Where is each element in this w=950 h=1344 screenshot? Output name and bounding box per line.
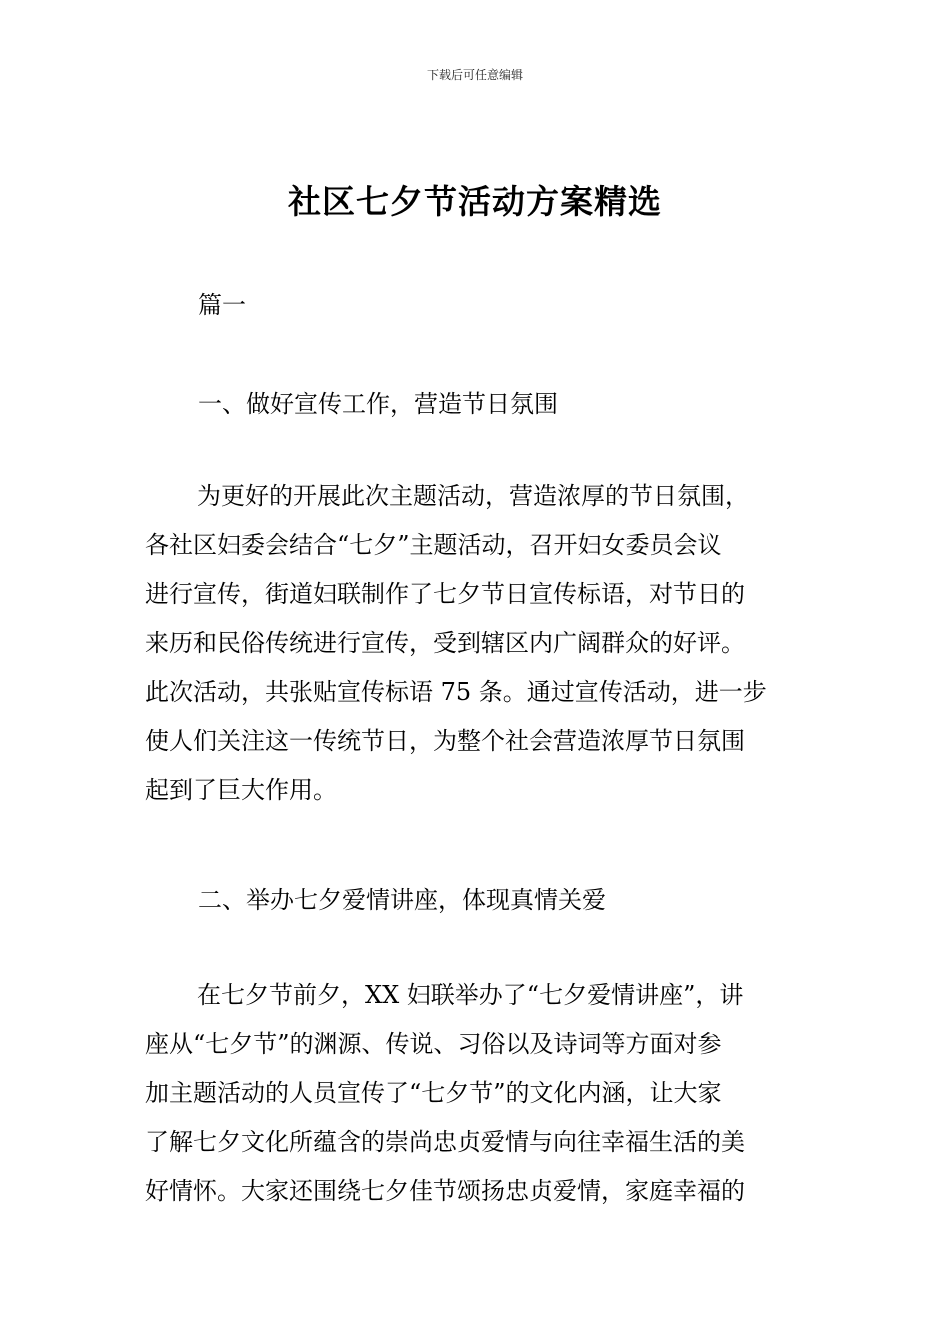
paragraph-line: 座从“七夕节”的渊源、传说、习俗以及诗词等方面对参 xyxy=(145,1030,722,1058)
paragraph-line: 使人们关注这一传统节日，为整个社会营造浓厚节日氛围 xyxy=(145,727,745,755)
paragraph-line: 进行宣传，街道妇联制作了七夕节日宣传标语，对节日的 xyxy=(145,580,745,608)
paragraph-line: 了解七夕文化所蕴含的崇尚忠贞爱情与向往幸福生活的美 xyxy=(145,1128,745,1156)
section-1-heading: 一、做好宣传工作，营造节日氛围 xyxy=(198,390,558,418)
section-1-paragraph xyxy=(145,472,810,815)
paragraph-line: 来历和民俗传统进行宣传，受到辖区内广阔群众的好评。 xyxy=(145,629,745,657)
section-2-paragraph xyxy=(145,971,810,1216)
part-label: 篇一 xyxy=(198,291,246,319)
paragraph-line: 在七夕节前夕，XX 妇联举办了“七夕爱情讲座”，讲 xyxy=(197,981,744,1009)
paragraph-line: 此次活动，共张贴宣传标语 75 条。通过宣传活动，进一步 xyxy=(145,678,767,706)
paragraph-line: 起到了巨大作用。 xyxy=(145,776,337,804)
paragraph-line: 为更好的开展此次主题活动，营造浓厚的节日氛围， xyxy=(197,482,749,510)
document-title: 社区七夕节活动方案精选 xyxy=(288,182,662,221)
paragraph-line: 加主题活动的人员宣传了“七夕节”的文化内涵，让大家 xyxy=(145,1079,722,1107)
paragraph-line: 各社区妇委会结合“七夕”主题活动，召开妇女委员会议 xyxy=(145,531,722,559)
section-2-heading: 二、举办七夕爱情讲座，体现真情关爱 xyxy=(198,886,606,914)
header-note: 下载后可任意编辑 xyxy=(426,68,523,82)
paragraph-line: 好情怀。大家还围绕七夕佳节颂扬忠贞爱情，家庭幸福的 xyxy=(145,1177,745,1205)
